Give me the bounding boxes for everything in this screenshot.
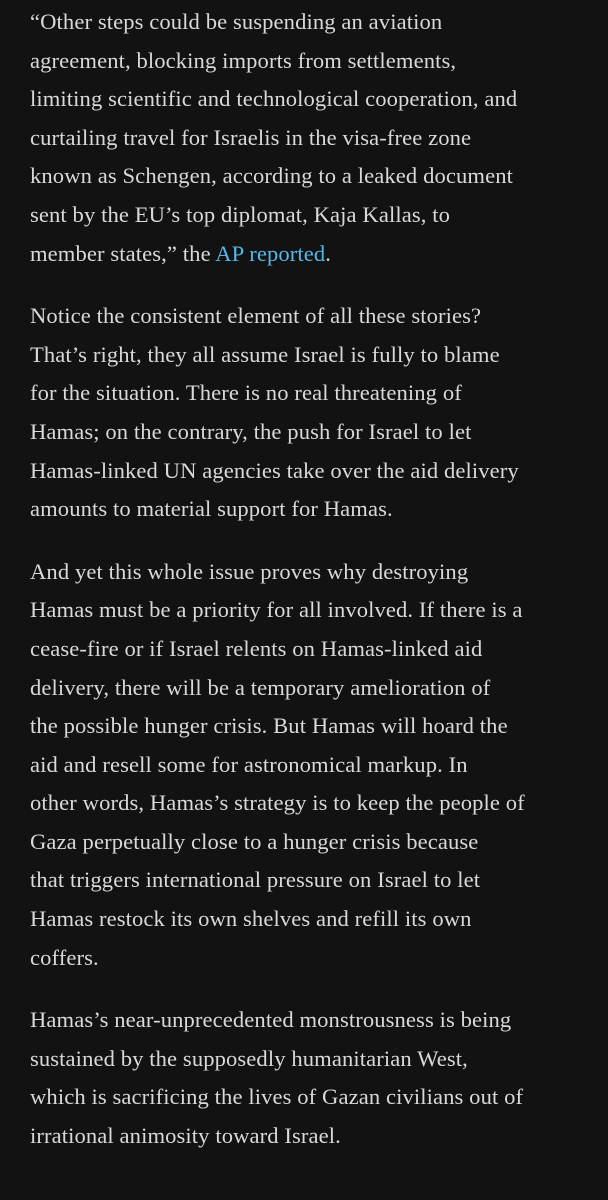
article-body: [30, 3, 590, 1180]
ap-reported-link[interactable]: AP reported: [215, 240, 326, 266]
paragraph-conclusion: Hamas’s near-unprecedented monstrousness is being sustained by the supposedly humanitarian West, which is sacrificing the lives of Gazan civilians out of irrational animosity toward Israel.: [30, 1007, 524, 1149]
paragraph-quote-text: “Other steps could be suspending an aviation agreement, blocking imports from settlements, limiting scientific and technological cooperation, and curtailing travel for Israelis in the visa-free zone known as Schengen, according to a leaked document sent by the EU’s top diplomat, Kaja Kallas, to member states,” the: [30, 9, 518, 266]
paragraph-quote: [30, 3, 590, 273]
paragraph-quote-end: .: [325, 240, 332, 266]
paragraph-notice: Notice the consistent element of all these stories? That’s right, they all assume Israel is fully to blame for the situation. There is no real threatening of Hamas; on the contrary, the push for Israel to let Hamas-linked UN agencies take over the aid delivery amounts to material support for Hamas.: [30, 303, 519, 522]
paragraph-destroying-hamas: And yet this whole issue proves why destroying Hamas must be a priority for all involved. If there is a cease-fire or if Israel relents on Hamas-linked aid delivery, there will be a temporary amelioration of the possible hunger crisis. But Hamas will hoard the aid and resell some for astronomical markup. In other words, Hamas’s strategy is to keep the people of Gaza perpetually close to a hunger crisis because that triggers international pressure on Israel to let Hamas restock its own shelves and refill its own coffers.: [30, 558, 525, 970]
